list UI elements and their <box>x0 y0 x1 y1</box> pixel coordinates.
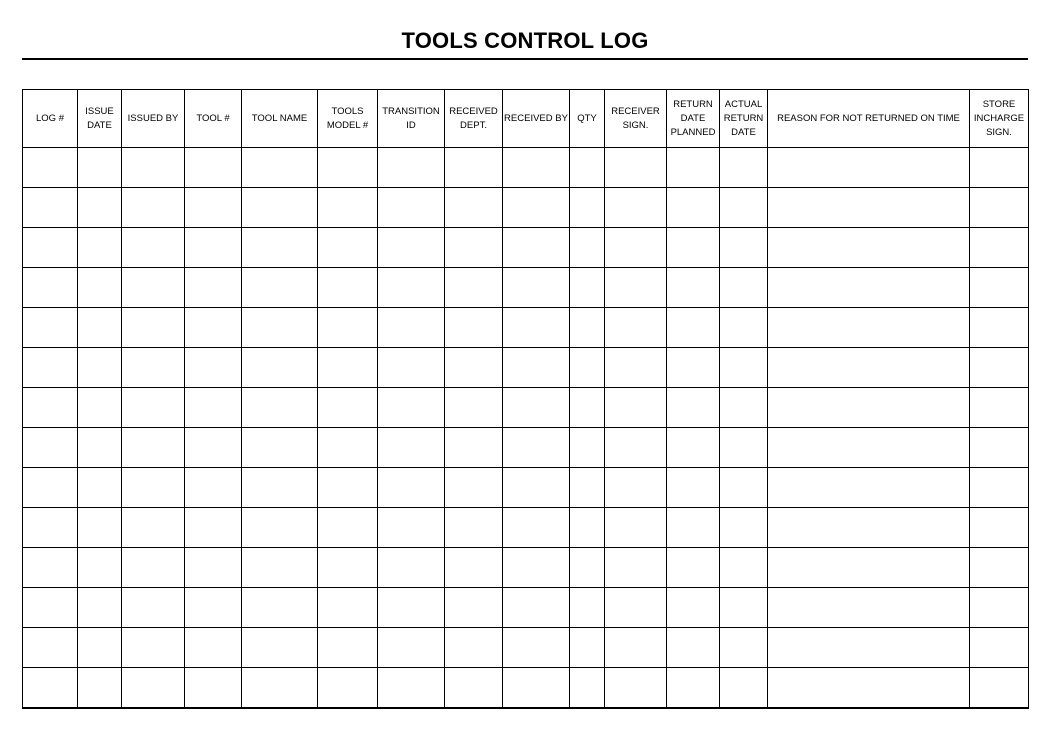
table-cell[interactable] <box>378 148 445 188</box>
table-cell[interactable] <box>378 388 445 428</box>
table-cell[interactable] <box>605 628 667 668</box>
table-cell[interactable] <box>570 388 605 428</box>
table-cell[interactable] <box>970 348 1029 388</box>
table-cell[interactable] <box>768 668 970 709</box>
table-cell[interactable] <box>318 188 378 228</box>
table-cell[interactable] <box>185 388 242 428</box>
table-cell[interactable] <box>185 148 242 188</box>
table-cell[interactable] <box>122 628 185 668</box>
column-header-receiver-sign: RECEIVER SIGN. <box>605 90 667 148</box>
table-cell[interactable] <box>378 668 445 709</box>
table-cell[interactable] <box>122 548 185 588</box>
table-cell[interactable] <box>720 428 768 468</box>
table-cell[interactable] <box>570 148 605 188</box>
table-cell[interactable] <box>720 468 768 508</box>
column-header-tools-model-number: TOOLS MODEL # <box>318 90 378 148</box>
table-cell[interactable] <box>122 308 185 348</box>
table-cell[interactable] <box>570 628 605 668</box>
table-row <box>23 268 1029 308</box>
table-cell[interactable] <box>242 268 318 308</box>
table-cell[interactable] <box>445 508 503 548</box>
table-header-row <box>23 90 1029 148</box>
column-header-issued-by: ISSUED BY <box>122 90 185 148</box>
table-cell[interactable] <box>720 228 768 268</box>
table-cell[interactable] <box>78 348 122 388</box>
table-cell[interactable] <box>503 148 570 188</box>
table-cell[interactable] <box>720 268 768 308</box>
table-cell[interactable] <box>605 588 667 628</box>
table-cell[interactable] <box>318 148 378 188</box>
table-cell[interactable] <box>378 348 445 388</box>
table-cell[interactable] <box>185 628 242 668</box>
table-cell[interactable] <box>378 228 445 268</box>
table-cell[interactable] <box>318 228 378 268</box>
table-cell[interactable] <box>23 508 78 548</box>
table-cell[interactable] <box>78 268 122 308</box>
table-cell[interactable] <box>242 508 318 548</box>
table-cell[interactable] <box>503 228 570 268</box>
table-cell[interactable] <box>605 148 667 188</box>
table-cell[interactable] <box>768 148 970 188</box>
table-cell[interactable] <box>445 468 503 508</box>
table-row <box>23 508 1029 548</box>
table-cell[interactable] <box>667 628 720 668</box>
table-cell[interactable] <box>970 308 1029 348</box>
table-cell[interactable] <box>78 548 122 588</box>
table-cell[interactable] <box>970 428 1029 468</box>
table-cell[interactable] <box>503 588 570 628</box>
table-cell[interactable] <box>667 228 720 268</box>
table-cell[interactable] <box>122 668 185 709</box>
table-row <box>23 308 1029 348</box>
table-cell[interactable] <box>122 268 185 308</box>
table-cell[interactable] <box>445 148 503 188</box>
table-row <box>23 148 1029 188</box>
table-cell[interactable] <box>667 508 720 548</box>
table-cell[interactable] <box>122 228 185 268</box>
table-cell[interactable] <box>570 188 605 228</box>
table-cell[interactable] <box>970 268 1029 308</box>
table-cell[interactable] <box>503 508 570 548</box>
table-cell[interactable] <box>318 588 378 628</box>
table-cell[interactable] <box>122 348 185 388</box>
table-cell[interactable] <box>570 548 605 588</box>
table-cell[interactable] <box>23 348 78 388</box>
table-cell[interactable] <box>768 308 970 348</box>
table-cell[interactable] <box>242 468 318 508</box>
table-cell[interactable] <box>242 388 318 428</box>
table-cell[interactable] <box>667 188 720 228</box>
table-cell[interactable] <box>570 668 605 709</box>
column-header-reason-not-returned: REASON FOR NOT RETURNED ON TIME <box>768 90 970 148</box>
table-cell[interactable] <box>318 548 378 588</box>
table-cell[interactable] <box>185 588 242 628</box>
table-cell[interactable] <box>445 268 503 308</box>
table-cell[interactable] <box>970 468 1029 508</box>
table-cell[interactable] <box>242 228 318 268</box>
table-cell[interactable] <box>605 308 667 348</box>
table-cell[interactable] <box>185 308 242 348</box>
table-cell[interactable] <box>970 148 1029 188</box>
table-cell[interactable] <box>667 388 720 428</box>
table-cell[interactable] <box>445 308 503 348</box>
table-cell[interactable] <box>378 268 445 308</box>
table-cell[interactable] <box>185 188 242 228</box>
column-header-tool-number: TOOL # <box>185 90 242 148</box>
table-cell[interactable] <box>445 188 503 228</box>
table-row <box>23 388 1029 428</box>
table-cell[interactable] <box>378 548 445 588</box>
column-header-issue-date: ISSUE DATE <box>78 90 122 148</box>
table-cell[interactable] <box>503 428 570 468</box>
table-cell[interactable] <box>720 388 768 428</box>
table-cell[interactable] <box>720 348 768 388</box>
table-cell[interactable] <box>122 188 185 228</box>
table-cell[interactable] <box>970 588 1029 628</box>
table-cell[interactable] <box>318 428 378 468</box>
table-cell[interactable] <box>605 468 667 508</box>
table-cell[interactable] <box>720 588 768 628</box>
table-cell[interactable] <box>570 228 605 268</box>
table-cell[interactable] <box>23 588 78 628</box>
table-cell[interactable] <box>720 148 768 188</box>
table-cell[interactable] <box>378 188 445 228</box>
table-cell[interactable] <box>318 308 378 348</box>
table-cell[interactable] <box>378 588 445 628</box>
table-cell[interactable] <box>185 348 242 388</box>
table-cell[interactable] <box>78 628 122 668</box>
table-cell[interactable] <box>122 468 185 508</box>
table-cell[interactable] <box>23 308 78 348</box>
column-header-log-number: LOG # <box>23 90 78 148</box>
tools-control-log-table <box>22 89 1029 709</box>
table-cell[interactable] <box>605 228 667 268</box>
table-cell[interactable] <box>570 348 605 388</box>
table-cell[interactable] <box>445 628 503 668</box>
table-cell[interactable] <box>378 308 445 348</box>
table-cell[interactable] <box>445 348 503 388</box>
table-cell[interactable] <box>78 148 122 188</box>
table-cell[interactable] <box>667 268 720 308</box>
table-cell[interactable] <box>503 188 570 228</box>
table-row <box>23 668 1029 709</box>
table-cell[interactable] <box>667 588 720 628</box>
column-header-store-incharge-sign: STORE INCHARGE SIGN. <box>970 90 1029 148</box>
table-cell[interactable] <box>378 428 445 468</box>
table-cell[interactable] <box>78 508 122 548</box>
table-cell[interactable] <box>23 628 78 668</box>
table-cell[interactable] <box>185 228 242 268</box>
table-cell[interactable] <box>970 188 1029 228</box>
table-cell[interactable] <box>667 668 720 709</box>
table-cell[interactable] <box>720 308 768 348</box>
table-cell[interactable] <box>720 548 768 588</box>
table-cell[interactable] <box>768 468 970 508</box>
table-cell[interactable] <box>605 428 667 468</box>
table-cell[interactable] <box>318 628 378 668</box>
table-cell[interactable] <box>78 308 122 348</box>
table-cell[interactable] <box>970 508 1029 548</box>
table-cell[interactable] <box>570 428 605 468</box>
table-cell[interactable] <box>378 628 445 668</box>
table-cell[interactable] <box>503 548 570 588</box>
column-header-tool-name: TOOL NAME <box>242 90 318 148</box>
table-cell[interactable] <box>605 668 667 709</box>
table-cell[interactable] <box>185 668 242 709</box>
title-underline <box>22 58 1028 60</box>
table-cell[interactable] <box>605 188 667 228</box>
table-cell[interactable] <box>503 468 570 508</box>
table-cell[interactable] <box>605 268 667 308</box>
table-cell[interactable] <box>378 468 445 508</box>
table-cell[interactable] <box>122 508 185 548</box>
table-cell[interactable] <box>318 468 378 508</box>
table-cell[interactable] <box>570 468 605 508</box>
table-cell[interactable] <box>970 668 1029 709</box>
table-cell[interactable] <box>318 508 378 548</box>
table-cell[interactable] <box>23 428 78 468</box>
table-cell[interactable] <box>667 308 720 348</box>
table-cell[interactable] <box>318 348 378 388</box>
table-cell[interactable] <box>768 588 970 628</box>
table-cell[interactable] <box>122 388 185 428</box>
table-cell[interactable] <box>667 148 720 188</box>
table-cell[interactable] <box>667 468 720 508</box>
table-cell[interactable] <box>78 668 122 709</box>
table-cell[interactable] <box>970 548 1029 588</box>
table-cell[interactable] <box>185 268 242 308</box>
table-cell[interactable] <box>445 588 503 628</box>
table-cell[interactable] <box>242 308 318 348</box>
column-header-transition-id: TRANSITION ID <box>378 90 445 148</box>
table-row <box>23 588 1029 628</box>
table-cell[interactable] <box>720 508 768 548</box>
table-cell[interactable] <box>768 348 970 388</box>
table-cell[interactable] <box>242 628 318 668</box>
table-cell[interactable] <box>122 148 185 188</box>
table-cell[interactable] <box>242 148 318 188</box>
table-cell[interactable] <box>720 668 768 709</box>
table-cell[interactable] <box>122 428 185 468</box>
table-cell[interactable] <box>970 628 1029 668</box>
table-cell[interactable] <box>503 348 570 388</box>
table-cell[interactable] <box>503 268 570 308</box>
table-cell[interactable] <box>318 668 378 709</box>
table-cell[interactable] <box>768 388 970 428</box>
table-cell[interactable] <box>503 308 570 348</box>
table-row <box>23 188 1029 228</box>
table-cell[interactable] <box>768 228 970 268</box>
table-row <box>23 628 1029 668</box>
table-row <box>23 228 1029 268</box>
table-cell[interactable] <box>242 428 318 468</box>
table-cell[interactable] <box>185 508 242 548</box>
table-cell[interactable] <box>122 588 185 628</box>
table-cell[interactable] <box>78 428 122 468</box>
table-cell[interactable] <box>23 228 78 268</box>
table-cell[interactable] <box>78 388 122 428</box>
table-cell[interactable] <box>23 668 78 709</box>
table-cell[interactable] <box>570 308 605 348</box>
table-cell[interactable] <box>378 508 445 548</box>
table-cell[interactable] <box>503 388 570 428</box>
table-cell[interactable] <box>570 268 605 308</box>
table-cell[interactable] <box>185 548 242 588</box>
table-cell[interactable] <box>242 548 318 588</box>
table-row <box>23 548 1029 588</box>
table-cell[interactable] <box>605 348 667 388</box>
table-cell[interactable] <box>720 188 768 228</box>
table-row <box>23 428 1029 468</box>
column-header-return-date-planned: RETURN DATE PLANNED <box>667 90 720 148</box>
table-cell[interactable] <box>78 468 122 508</box>
table-cell[interactable] <box>242 188 318 228</box>
table-cell[interactable] <box>78 228 122 268</box>
table-cell[interactable] <box>445 548 503 588</box>
table-cell[interactable] <box>768 548 970 588</box>
table-cell[interactable] <box>242 588 318 628</box>
table-cell[interactable] <box>768 508 970 548</box>
table-cell[interactable] <box>23 468 78 508</box>
table-cell[interactable] <box>667 428 720 468</box>
table-cell[interactable] <box>605 548 667 588</box>
table-cell[interactable] <box>78 188 122 228</box>
column-header-received-by: RECEIVED BY <box>503 90 570 148</box>
column-header-received-dept: RECEIVED DEPT. <box>445 90 503 148</box>
table-cell[interactable] <box>23 268 78 308</box>
column-header-qty: QTY <box>570 90 605 148</box>
table-cell[interactable] <box>570 588 605 628</box>
column-header-actual-return-date: ACTUAL RETURN DATE <box>720 90 768 148</box>
table-cell[interactable] <box>667 548 720 588</box>
table-cell[interactable] <box>185 468 242 508</box>
table-cell[interactable] <box>768 628 970 668</box>
table-cell[interactable] <box>570 508 605 548</box>
table-cell[interactable] <box>768 428 970 468</box>
table-cell[interactable] <box>667 348 720 388</box>
table-cell[interactable] <box>185 428 242 468</box>
table-cell[interactable] <box>970 228 1029 268</box>
table-cell[interactable] <box>970 388 1029 428</box>
table-cell[interactable] <box>605 508 667 548</box>
table-cell[interactable] <box>720 628 768 668</box>
table-cell[interactable] <box>445 228 503 268</box>
table-cell[interactable] <box>768 188 970 228</box>
table-cell[interactable] <box>503 628 570 668</box>
table-row <box>23 348 1029 388</box>
table-cell[interactable] <box>242 348 318 388</box>
table-cell[interactable] <box>318 388 378 428</box>
table-cell[interactable] <box>503 668 570 709</box>
table-cell[interactable] <box>445 428 503 468</box>
table-cell[interactable] <box>318 268 378 308</box>
table-cell[interactable] <box>605 388 667 428</box>
table-cell[interactable] <box>23 148 78 188</box>
table-cell[interactable] <box>78 588 122 628</box>
table-cell[interactable] <box>23 388 78 428</box>
table-row <box>23 468 1029 508</box>
page-title: TOOLS CONTROL LOG <box>401 28 649 53</box>
table-cell[interactable] <box>23 548 78 588</box>
table-cell[interactable] <box>768 268 970 308</box>
table-body <box>23 148 1029 709</box>
table-cell[interactable] <box>445 668 503 709</box>
table-cell[interactable] <box>445 388 503 428</box>
table-cell[interactable] <box>23 188 78 228</box>
table-cell[interactable] <box>242 668 318 709</box>
